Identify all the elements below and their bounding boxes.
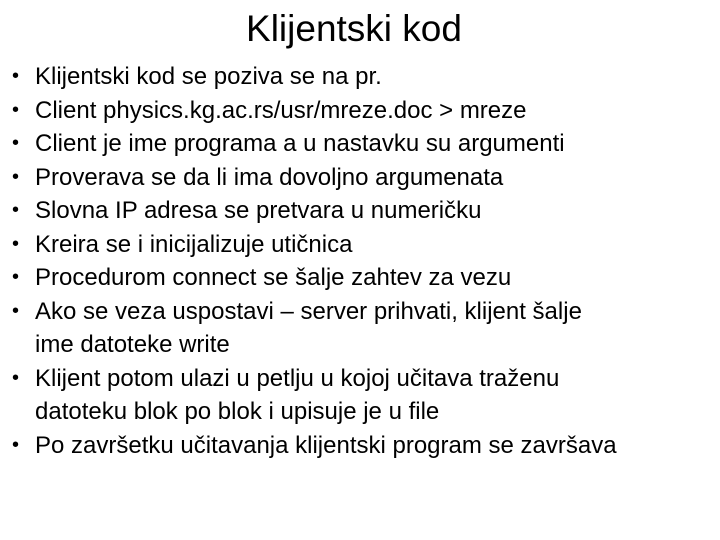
bullet-text: [35, 295, 720, 362]
bullet-text-line: Klijent potom ulazi u petlju u kojoj učitava traženu: [35, 364, 560, 392]
bullet-text: Slovna IP adresa se pretvara u numeričku: [35, 197, 482, 224]
bullet-marker: •: [12, 366, 20, 389]
bullet-text: Procedurom connect se šalje zahtev za vezu: [35, 264, 512, 291]
bullet-item: [0, 161, 720, 195]
bullet-text-line: Ako se veza uspostavi – server prihvati, klijent šalje: [35, 297, 582, 325]
bullet-marker: •: [12, 165, 20, 188]
bullet-marker: •: [12, 199, 20, 221]
bullet-marker: •: [12, 266, 20, 288]
bullet-marker: •: [12, 98, 20, 121]
bullet-text: Kreira se i inicijalizuje utičnica: [35, 230, 353, 258]
bullet-list: [0, 60, 720, 462]
bullet-item: [0, 127, 720, 161]
bullet-item: [0, 295, 720, 362]
slide-title: Klijentski kod: [246, 8, 462, 49]
bullet-item: [0, 261, 720, 295]
bullet-item: [0, 94, 720, 128]
bullet-text: Proverava se da li ima dovoljno argumenata: [35, 163, 504, 191]
bullet-item: [0, 429, 720, 463]
bullet-marker: •: [12, 299, 20, 322]
bullet-text: [35, 362, 720, 429]
bullet-item: [0, 194, 720, 228]
bullet-marker: •: [12, 433, 20, 456]
bullet-marker: •: [12, 65, 20, 87]
bullet-item: [0, 228, 720, 262]
bullet-text: Po završetku učitavanja klijentski program se završava: [35, 431, 617, 459]
bullet-text: Client je ime programa a u nastavku su argumenti: [35, 130, 565, 157]
bullet-text-line: ime datoteke write: [35, 331, 230, 358]
bullet-text-line: datoteku blok po blok i upisuje je u file: [35, 398, 440, 425]
bullet-marker: •: [12, 132, 20, 154]
bullet-text: Klijentski kod se poziva se na pr.: [35, 63, 382, 90]
bullet-item: [0, 362, 720, 429]
bullet-text: Client physics.kg.ac.rs/usr/mreze.doc > mreze: [35, 96, 527, 124]
bullet-item: [0, 60, 720, 94]
bullet-marker: •: [12, 232, 20, 255]
